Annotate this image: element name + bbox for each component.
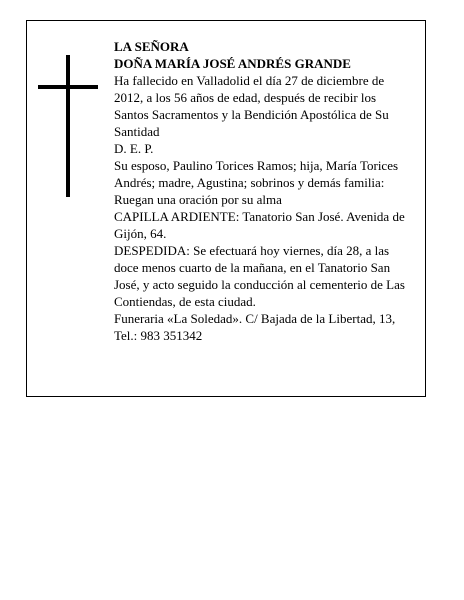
rip-line: D. E. P. (114, 141, 154, 156)
farewell-line: DESPEDIDA: Se efectuará hoy viernes, día 28, a las doce menos cuarto de la mañana, en el Tanatorio San José, y acto seguido la conducción al cementerio de Las Contiendas, de esta ciudad. (114, 243, 405, 309)
funeral-home-line: Funeraria «La Soledad». C/ Bajada de la Libertad, 13, Tel.: 983 351342 (114, 311, 396, 343)
deceased-name: DOÑA MARÍA JOSÉ ANDRÉS GRANDE (114, 56, 351, 71)
cross-horizontal-bar (38, 85, 98, 89)
notice-text-block (114, 38, 414, 344)
cross-vertical-bar (66, 55, 70, 197)
death-announcement: Ha fallecido en Valladolid el día 27 de diciembre de 2012, a los 56 años de edad, después de recibir los Santos Sacramentos y la Bendición Apostólica de Su Santidad (114, 73, 389, 139)
notice-heading-title: LA SEÑORA (114, 39, 189, 54)
family-line: Su esposo, Paulino Torices Ramos; hija, María Torices Andrés; madre, Agustina; sobrinos y demás familia: Ruegan una oración por su alma (114, 158, 399, 207)
cross-icon (38, 55, 98, 197)
chapel-line: CAPILLA ARDIENTE: Tanatorio San José. Avenida de Gijón, 64. (114, 209, 405, 241)
